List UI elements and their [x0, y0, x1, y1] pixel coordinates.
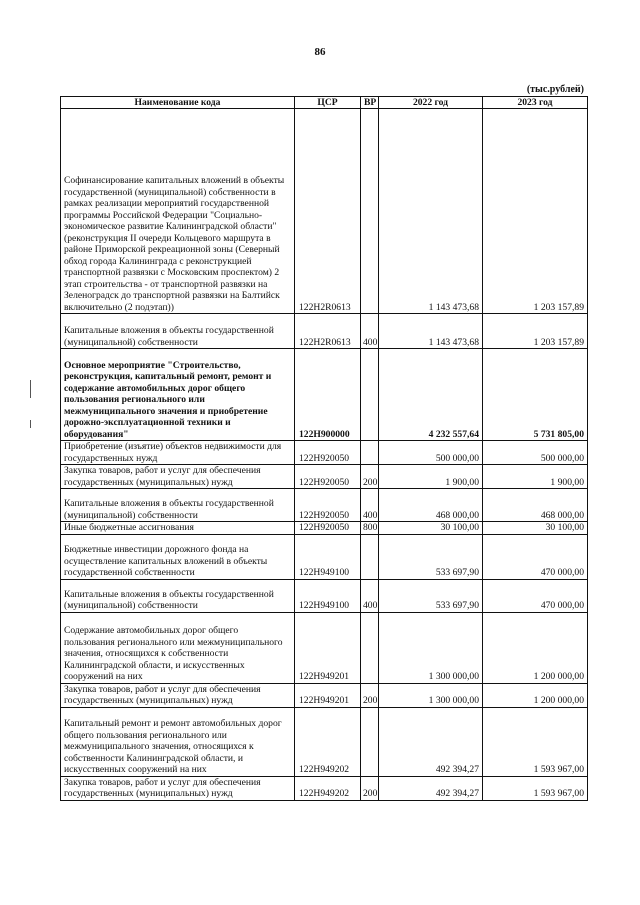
- cell-csr: 122H949201: [295, 683, 361, 707]
- cell-2023: 1 203 157,89: [483, 109, 588, 314]
- cell-2023: 468 000,00: [483, 489, 588, 522]
- margin-mark: [30, 380, 31, 398]
- cell-2022: 1 900,00: [379, 465, 483, 489]
- page-number: 86: [314, 46, 326, 58]
- table-body: [61, 109, 588, 801]
- table-row: [61, 441, 588, 465]
- cell-2022: 468 000,00: [379, 489, 483, 522]
- cell-name: Содержание автомобильных дорог общего пользования регионального или межмуниципального значения, относящихся к собственности Калининградской области, и искусственных сооружений на них: [61, 612, 295, 683]
- cell-2023: 1 203 157,89: [483, 314, 588, 349]
- cell-name: Закупка товаров, работ и услуг для обеспечения государственных (муниципальных) нужд: [61, 465, 295, 489]
- header-vr: ВР: [361, 97, 379, 109]
- cell-vr: [361, 349, 379, 441]
- table-row: [61, 522, 588, 535]
- table-row: [61, 349, 588, 441]
- cell-name: Бюджетные инвестиции дорожного фонда на осуществление капитальных вложений в объекты государственной собственности: [61, 534, 295, 579]
- cell-2023: 1 900,00: [483, 465, 588, 489]
- cell-2023: 1 593 967,00: [483, 776, 588, 800]
- table-header-row: [61, 97, 588, 109]
- cell-name: Капитальные вложения в объекты государственной (муниципальной) собственности: [61, 579, 295, 612]
- cell-csr: 122H920050: [295, 441, 361, 465]
- cell-name: Капитальные вложения в объекты государственной (муниципальной) собственности: [61, 489, 295, 522]
- cell-vr: 800: [361, 522, 379, 535]
- cell-csr: 122H949100: [295, 579, 361, 612]
- table-row: [61, 776, 588, 800]
- units-label: (тыс.рублей): [526, 84, 584, 95]
- budget-table: [60, 96, 588, 801]
- cell-csr: 122H949202: [295, 776, 361, 800]
- cell-2023: 5 731 805,00: [483, 349, 588, 441]
- cell-vr: [361, 707, 379, 776]
- cell-csr: 122H949201: [295, 612, 361, 683]
- cell-csr: 122H900000: [295, 349, 361, 441]
- cell-2023: 470 000,00: [483, 534, 588, 579]
- table-row: [61, 109, 588, 314]
- cell-2023: 470 000,00: [483, 579, 588, 612]
- cell-name: Приобретение (изъятие) объектов недвижимости для государственных нужд: [61, 441, 295, 465]
- cell-vr: 400: [361, 579, 379, 612]
- cell-vr: 200: [361, 465, 379, 489]
- header-2023: 2023 год: [483, 97, 588, 109]
- cell-vr: 400: [361, 489, 379, 522]
- header-name: Наименование кода: [61, 97, 295, 109]
- cell-2022: 492 394,27: [379, 707, 483, 776]
- table-row: [61, 465, 588, 489]
- cell-2023: 30 100,00: [483, 522, 588, 535]
- cell-name: Закупка товаров, работ и услуг для обеспечения государственных (муниципальных) нужд: [61, 776, 295, 800]
- cell-csr: 122H920050: [295, 489, 361, 522]
- table-row: [61, 579, 588, 612]
- table-row: [61, 489, 588, 522]
- table-row: [61, 683, 588, 707]
- cell-2023: 1 200 000,00: [483, 612, 588, 683]
- cell-csr: 122H2R0613: [295, 109, 361, 314]
- margin-mark: [30, 420, 31, 428]
- cell-2022: 533 697,90: [379, 579, 483, 612]
- cell-2023: 500 000,00: [483, 441, 588, 465]
- cell-vr: 400: [361, 314, 379, 349]
- cell-csr: 122H949202: [295, 707, 361, 776]
- cell-2022: 1 300 000,00: [379, 612, 483, 683]
- cell-2022: 1 300 000,00: [379, 683, 483, 707]
- cell-2023: 1 593 967,00: [483, 707, 588, 776]
- header-2022: 2022 год: [379, 97, 483, 109]
- cell-2023: 1 200 000,00: [483, 683, 588, 707]
- cell-csr: 122H920050: [295, 522, 361, 535]
- table-row: [61, 534, 588, 579]
- cell-2022: 533 697,90: [379, 534, 483, 579]
- cell-vr: [361, 612, 379, 683]
- cell-vr: [361, 441, 379, 465]
- cell-name: Капитальный ремонт и ремонт автомобильных дорог общего пользования регионального или межмуниципального значения, относящихся к собственности Калининградской области, и искусственных сооружений на них: [61, 707, 295, 776]
- cell-name: Иные бюджетные ассигнования: [61, 522, 295, 535]
- cell-2022: 30 100,00: [379, 522, 483, 535]
- cell-2022: 4 232 557,64: [379, 349, 483, 441]
- cell-name: Закупка товаров, работ и услуг для обеспечения государственных (муниципальных) нужд: [61, 683, 295, 707]
- table-row: [61, 314, 588, 349]
- cell-2022: 1 143 473,68: [379, 314, 483, 349]
- cell-2022: 1 143 473,68: [379, 109, 483, 314]
- cell-name: Софинансирование капитальных вложений в объекты государственной (муниципальной) собственности в рамках реализации мероприятий государственной программы Российской Федерации "Социально-экономическое развитие Калининградской области"(реконструкция II очереди Кольцевого маршрута в районе Приморской рекреационной зоны (Северный обход города Калининграда с реконструкцией транспортной развязки с Московским проспектом) 2 этап строительства - от транспортной развязки на Зеленоградск до транспортной развязки на Балтийск включительно (2 подэтап)): [61, 109, 295, 314]
- header-csr: ЦСР: [295, 97, 361, 109]
- cell-vr: [361, 109, 379, 314]
- cell-name: Основное мероприятие "Строительство, реконструкция, капитальный ремонт, ремонт и содержание автомобильных дорог общего пользования регионального или межмуниципального значения и приобретение дорожно-эксплуатационной техники и оборудования": [61, 349, 295, 441]
- cell-2022: 500 000,00: [379, 441, 483, 465]
- cell-vr: 200: [361, 683, 379, 707]
- cell-name: Капитальные вложения в объекты государственной (муниципальной) собственности: [61, 314, 295, 349]
- cell-csr: 122H949100: [295, 534, 361, 579]
- cell-2022: 492 394,27: [379, 776, 483, 800]
- table-row: [61, 612, 588, 683]
- cell-vr: 200: [361, 776, 379, 800]
- cell-vr: [361, 534, 379, 579]
- cell-csr: 122H2R0613: [295, 314, 361, 349]
- table-row: [61, 707, 588, 776]
- cell-csr: 122H920050: [295, 465, 361, 489]
